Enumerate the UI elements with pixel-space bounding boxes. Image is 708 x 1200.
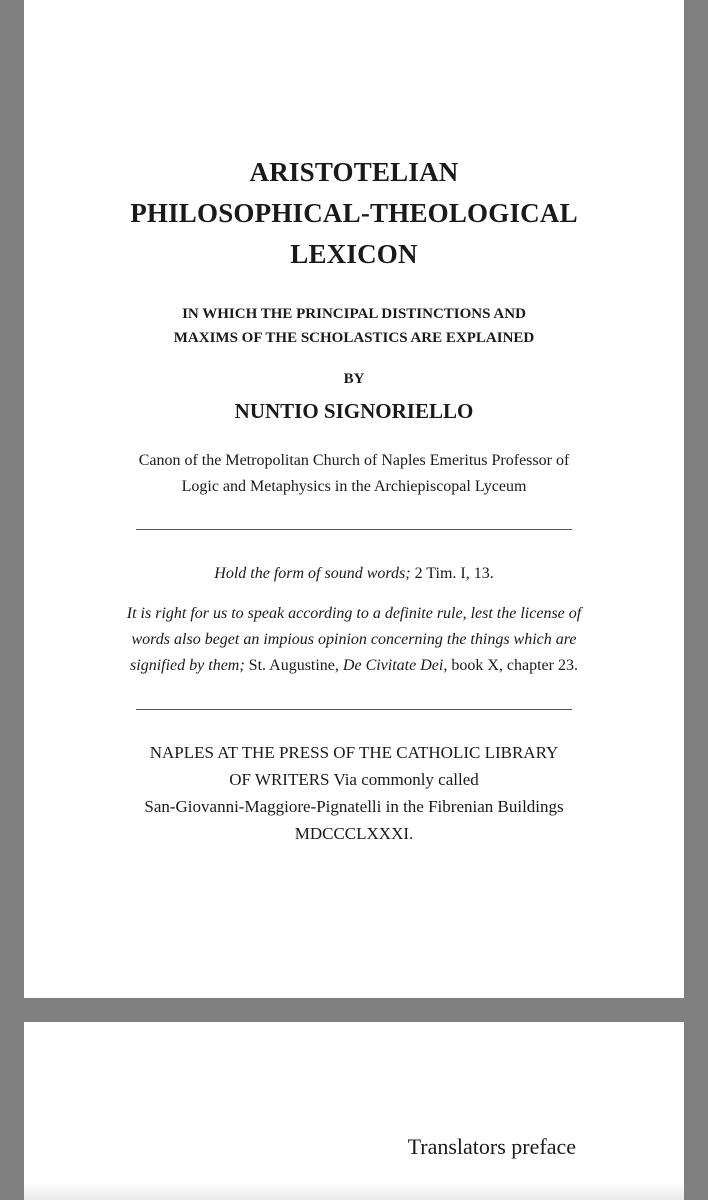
by-line: BY — [343, 371, 365, 387]
title-line: ARISTOTELIAN — [249, 157, 459, 187]
title-line: LEXICON — [290, 239, 418, 269]
epigraph-augustine-citation-prefix: St. Augustine, — [244, 657, 343, 674]
publisher-imprint — [120, 739, 588, 847]
epigraph-scripture-citation: 2 Tim. I, 13. — [410, 565, 494, 582]
title-line: PHILOSOPHICAL-THEOLOGICAL — [130, 198, 578, 228]
epigraph-scripture — [24, 562, 684, 586]
epigraph-augustine-work-title: De Civitate Dei — [342, 657, 444, 674]
divider-top — [136, 529, 572, 530]
divider-bottom — [136, 709, 572, 710]
epigraph-augustine — [120, 601, 588, 679]
credentials-line: Logic and Metaphysics in the Archiepiscopal Lyceum — [181, 478, 527, 495]
imprint-line: OF WRITERS Via commonly called — [229, 770, 479, 789]
subtitle-line: MAXIMS OF THE SCHOLASTICS ARE EXPLAINED — [173, 330, 535, 346]
preface-page — [24, 1022, 684, 1200]
preface-heading: Translators preface — [407, 1134, 576, 1159]
epigraph-augustine-citation-suffix: , book X, chapter 23. — [443, 657, 578, 674]
imprint-line: San-Giovanni-Maggiore-Pignatelli in the Fibrenian Buildings — [144, 797, 564, 816]
credentials-line: Canon of the Metropolitan Church of Naples Emeritus Professor of — [138, 452, 570, 469]
imprint-line: NAPLES AT THE PRESS OF THE CATHOLIC LIBRARY — [149, 743, 559, 762]
epigraph-augustine-text: It is right for us to speak according to a definite rule, lest the license of words also beget an impious opinion concerning the things which are signified by them; — [126, 605, 582, 674]
book-title — [24, 152, 684, 275]
imprint-line: MDCCCLXXXI. — [294, 824, 414, 843]
title-page — [24, 0, 684, 998]
author-credentials — [124, 448, 584, 500]
author-name: NUNTIO SIGNORIELLO — [234, 399, 474, 423]
book-subtitle — [24, 302, 684, 350]
subtitle-line: IN WHICH THE PRINCIPAL DISTINCTIONS AND — [182, 306, 526, 322]
epigraph-scripture-text: Hold the form of sound words; — [214, 565, 411, 582]
